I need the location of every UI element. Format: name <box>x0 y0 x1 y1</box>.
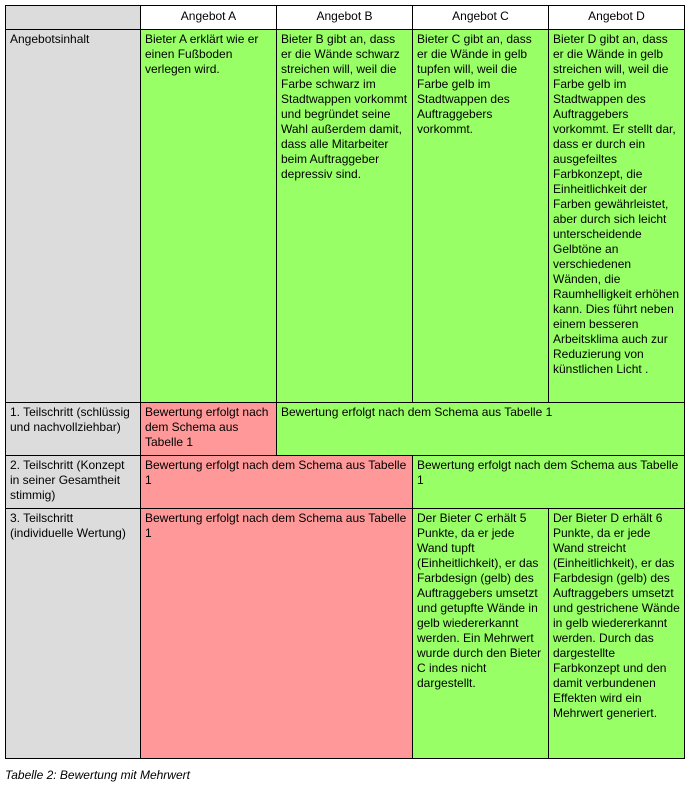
cell-step3-d: Der Bieter D erhält 6 Punkte, da er jede Wand streicht (Einheitlichkeit), er das Farbdesign (gelb) des Auftraggebers umsetzt und gestrichene Wände in gelb wiedererkannt werden. Durch das dargestellte Farbkonzept und den damit verbundenen Effekten wird ein Mehrwert generiert. <box>549 509 685 759</box>
row-label-step-3: 3. Teilschritt (individuelle Wertung) <box>6 509 141 759</box>
row-offer-content <box>6 30 685 403</box>
row-step-3 <box>6 509 685 759</box>
cell-step1-bcd: Bewertung erfolgt nach dem Schema aus Tabelle 1 <box>277 403 685 456</box>
table-caption: Tabelle 2: Bewertung mit Mehrwert <box>5 768 190 782</box>
row-label-content: Angebotsinhalt <box>6 30 141 403</box>
cell-step2-ab: Bewertung erfolgt nach dem Schema aus Tabelle 1 <box>141 456 413 509</box>
row-label-step-1: 1. Teilschritt (schlüssig und nachvollziehbar) <box>6 403 141 456</box>
header-offer-d: Angebot D <box>549 6 685 30</box>
header-offer-b: Angebot B <box>277 6 413 30</box>
row-label-step-2: 2. Teilschritt (Konzept in seiner Gesamtheit stimmig) <box>6 456 141 509</box>
header-row <box>6 6 685 30</box>
cell-content-c: Bieter C gibt an, dass er die Wände in gelb tupfen will, weil die Farbe gelb im Stadtwappen des Auftraggebers vorkommt. <box>413 30 549 403</box>
cell-step3-c: Der Bieter C erhält 5 Punkte, da er jede Wand tupft (Einheitlichkeit), er das Farbdesign (gelb) des Auftraggebers umsetzt und getupfte Wände in gelb wiedererkannt werden. Ein Mehrwert wurde durch den Bieter C indes nicht dargestellt. <box>413 509 549 759</box>
cell-step2-cd: Bewertung erfolgt nach dem Schema aus Tabelle 1 <box>413 456 685 509</box>
evaluation-table <box>5 5 685 759</box>
header-corner <box>6 6 141 30</box>
cell-content-b: Bieter B gibt an, dass er die Wände schwarz streichen will, weil die Farbe schwarz im Stadtwappen vorkommt und begründet seine Wahl außerdem damit, dass alle Mitarbeiter beim Auftraggeber depressiv sind. <box>277 30 413 403</box>
row-step-2 <box>6 456 685 509</box>
cell-content-a: Bieter A erklärt wie er einen Fußboden verlegen wird. <box>141 30 277 403</box>
cell-content-d: Bieter D gibt an, dass er die Wände in gelb streichen will, weil die Farbe gelb im Stadtwappen des Auftraggebers vorkommt. Er stellt dar, dass er durch ein ausgefeiltes Farbkonzept, die Einheitlichkeit der Farben gewährleistet, aber durch sich leicht unterscheidende Gelbtöne an verschiedenen Wänden, die Raumhelligkeit erhöhen kann. Dies führt neben einem besseren Arbeitsklima auch zur Reduzierung von künstlichen Licht . <box>549 30 685 403</box>
cell-step1-a: Bewertung erfolgt nach dem Schema aus Tabelle 1 <box>141 403 277 456</box>
row-step-1 <box>6 403 685 456</box>
header-offer-a: Angebot A <box>141 6 277 30</box>
cell-step3-ab: Bewertung erfolgt nach dem Schema aus Tabelle 1 <box>141 509 413 759</box>
header-offer-c: Angebot C <box>413 6 549 30</box>
